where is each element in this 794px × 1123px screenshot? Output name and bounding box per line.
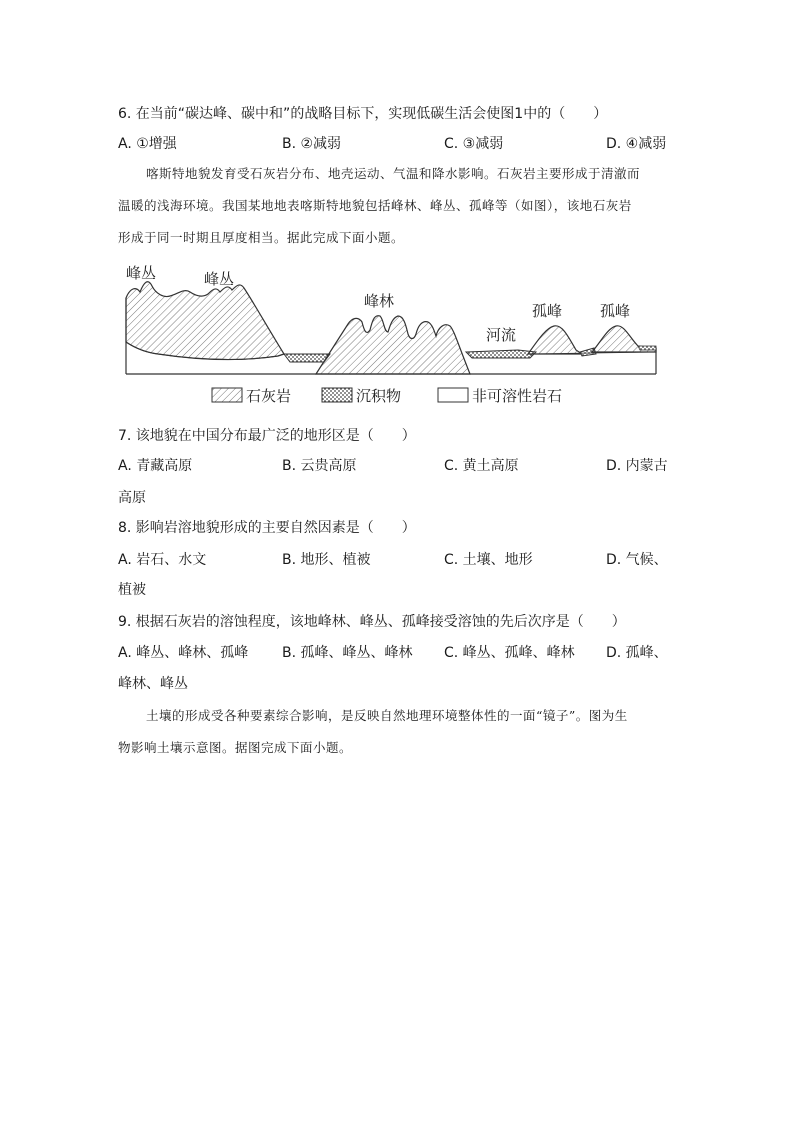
- river-sediment: [466, 350, 536, 358]
- q8-option-d[interactable]: D. 气候、: [606, 552, 668, 568]
- q8-option-d-wrap: 植被: [118, 582, 146, 598]
- q6-stem: 6. 在当前“碳达峰、碳中和”的战略目标下，实现低碳生活会使图1中的（ ）: [118, 106, 608, 122]
- q9-option-a[interactable]: A. 峰丛、峰林、孤峰: [118, 645, 249, 661]
- q7-stem: 7. 该地貌在中国分布最广泛的地形区是（ ）: [118, 428, 416, 444]
- intro1-line3: 形成于同一时期且厚度相当。据此完成下面小题。: [118, 230, 405, 245]
- label-fenglin: 峰林: [364, 292, 395, 310]
- q8-option-b[interactable]: B. 地形、植被: [282, 552, 371, 568]
- q7-option-a[interactable]: A. 青藏高原: [118, 458, 193, 474]
- q9-option-d-wrap: 峰林、峰丛: [118, 676, 188, 692]
- q6-option-c[interactable]: C. ③减弱: [444, 136, 504, 152]
- q8-stem: 8. 影响岩溶地貌形成的主要自然因素是（ ）: [118, 520, 416, 536]
- fenglin-limestone: [316, 316, 470, 374]
- intro1-line2: 温暖的浅海环境。我国某地地表喀斯特地貌包括峰林、峰丛、孤峰等（如图），该地石灰岩: [118, 198, 632, 213]
- label-gufeng-2: 孤峰: [600, 302, 631, 320]
- gufeng1-limestone: [528, 326, 582, 354]
- q9-option-c[interactable]: C. 峰丛、孤峰、峰林: [444, 645, 575, 661]
- legend-insoluble-label: 非可溶性岩石: [472, 387, 563, 405]
- q7-option-d[interactable]: D. 内蒙古: [606, 458, 668, 474]
- q7-option-b[interactable]: B. 云贵高原: [282, 458, 357, 474]
- q9-option-d[interactable]: D. 孤峰、: [606, 645, 668, 661]
- q8-option-a[interactable]: A. 岩石、水文: [118, 552, 207, 568]
- label-fengcong-2: 峰丛: [204, 270, 235, 288]
- intro1-line1: 喀斯特地貌发育受石灰岩分布、地壳运动、气温和降水影响。石灰岩主要形成于清澈而: [146, 166, 641, 181]
- sediment-left: [284, 354, 330, 362]
- legend-limestone-swatch: [212, 388, 242, 402]
- legend-limestone-label: 石灰岩: [246, 387, 292, 405]
- intro2-line1: 土壤的形成受各种要素综合影响，是反映自然地理环境整体性的一面“镜子”。图为生: [146, 708, 628, 723]
- legend-sediment-swatch: [322, 388, 352, 402]
- label-fengcong-1: 峰丛: [126, 264, 157, 282]
- legend-insoluble-swatch: [438, 388, 468, 402]
- q9-stem: 9. 根据石灰岩的溶蚀程度，该地峰林、峰丛、孤峰接受溶蚀的先后次序是（ ）: [118, 614, 626, 630]
- karst-landform-diagram: [118, 258, 674, 410]
- q8-option-c[interactable]: C. 土壤、地形: [444, 552, 533, 568]
- fengcong-limestone: [126, 282, 284, 360]
- intro2-line2: 物影响土壤示意图。据图完成下面小题。: [118, 740, 353, 755]
- q6-option-b[interactable]: B. ②减弱: [282, 136, 342, 152]
- q6-option-a[interactable]: A. ①增强: [118, 136, 177, 152]
- q6-option-d[interactable]: D. ④减弱: [606, 136, 667, 152]
- q9-option-b[interactable]: B. 孤峰、峰丛、峰林: [282, 645, 413, 661]
- q7-option-d-wrap: 高原: [118, 490, 146, 506]
- q7-option-c[interactable]: C. 黄土高原: [444, 458, 519, 474]
- legend-sediment-label: 沉积物: [356, 387, 402, 405]
- label-gufeng-1: 孤峰: [532, 302, 563, 320]
- label-river: 河流: [486, 326, 517, 344]
